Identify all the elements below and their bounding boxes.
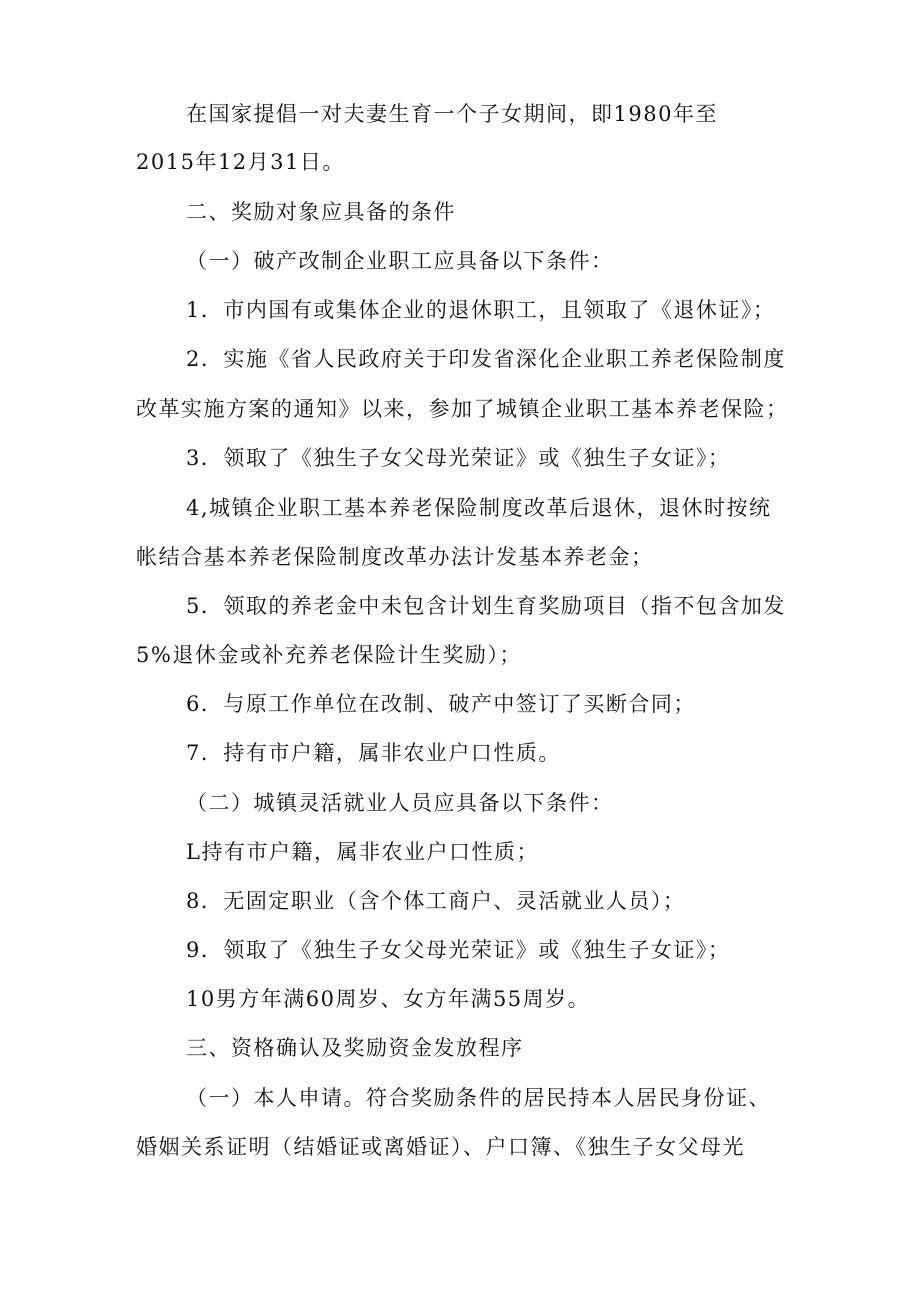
text-line-5: 1．市内国有或集体企业的退休职工，且领取了《退休证》； — [186, 298, 776, 322]
subsection-heading-1: （一）破产改制企业职工应具备以下条件： — [186, 249, 614, 273]
text-line-17: 8．无固定职业（含个体工商户、灵活就业人员）； — [186, 889, 686, 913]
section-heading-3: 三、资格确认及奖励资金发放程序 — [186, 1036, 524, 1060]
text-line-21: （一）本人申请。符合奖励条件的居民持本人居民身份证、 — [186, 1086, 771, 1110]
text-line-14: 7．持有市户籍，属非农业户口性质。 — [186, 741, 561, 765]
text-line-22: 婚姻关系证明（结婚证或离婚证）、户口簿、《独生子女父母光 — [136, 1135, 745, 1159]
text-line-10: 帐结合基本养老保险制度改革办法计发基本养老金； — [136, 545, 654, 569]
text-line-12: 5%退休金或补充养老保险计生奖励）； — [136, 643, 522, 667]
text-line-7: 改革实施方案的通知》以来，参加了城镇企业职工基本养老保险； — [136, 397, 789, 421]
text-line-6: 2．实施《省人民政府关于印发省深化企业职工养老保险制度 — [186, 347, 786, 371]
text-line-11: 5．领取的养老金中未包含计划生育奖励项目（指不包含加发 — [186, 594, 786, 618]
text-line-13: 6．与原工作单位在改制、破产中签订了买断合同； — [186, 692, 696, 716]
text-line-9: 4,城镇企业职工基本养老保险制度改革后退休，退休时按统 — [186, 496, 772, 520]
text-line-1: 在国家提倡一对夫妻生育一个子女期间，即1980年至 — [186, 102, 718, 126]
text-line-19: 10男方年满60周岁、女方年满55周岁。 — [186, 987, 591, 1011]
text-line-2: 2015年12月31日。 — [136, 150, 345, 174]
text-line-16: L持有市户籍，属非农业户口性质； — [186, 840, 539, 864]
text-line-8: 3．领取了《独生子女父母光荣证》或《独生子女证》； — [186, 446, 731, 470]
text-line-18: 9．领取了《独生子女父母光荣证》或《独生子女证》； — [186, 938, 731, 962]
subsection-heading-2: （二）城镇灵活就业人员应具备以下条件： — [186, 791, 614, 815]
section-heading-2: 二、奖励对象应具备的条件 — [186, 200, 456, 224]
